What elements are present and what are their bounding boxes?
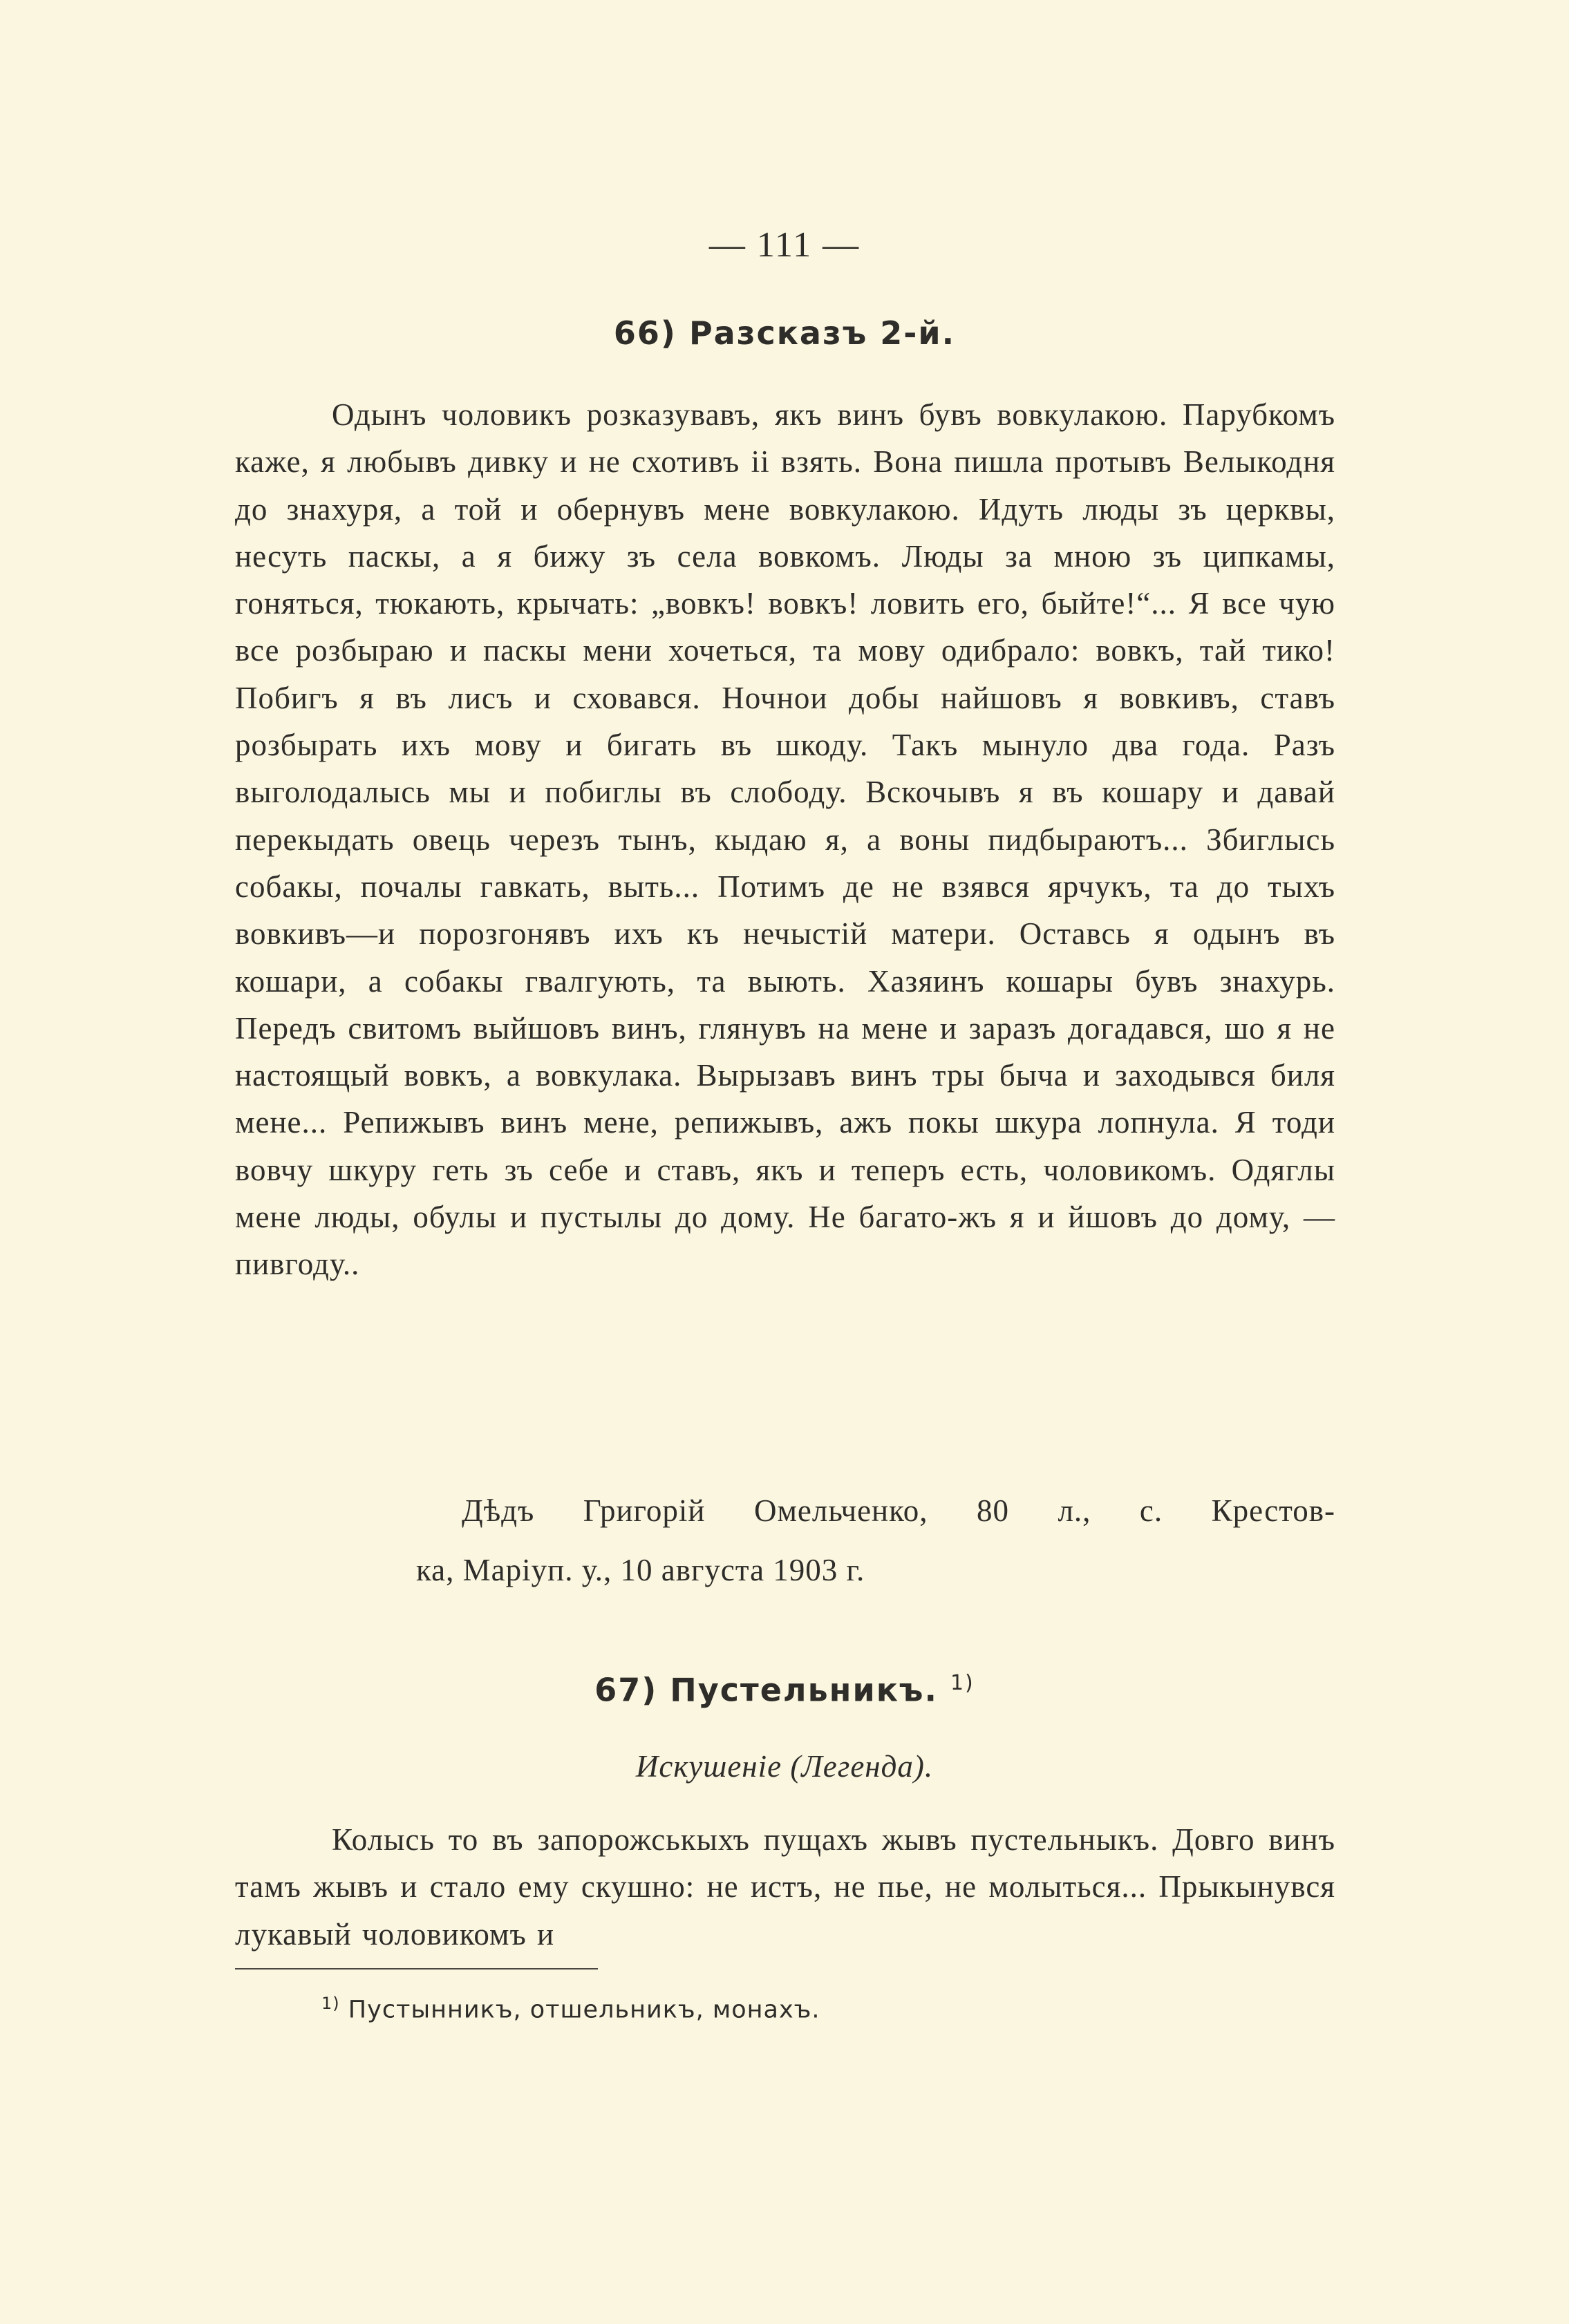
- footnote-divider: [235, 1968, 598, 1969]
- story-66-paragraph: Одынъ чоловикъ розказувавъ, якъ винъ бувъ вовкулакою. Парубкомъ каже, я любывъ дивку и не схотивъ ii взять. Вона пишла протывъ Велыкодня до знахуря, а той и обернувъ мене вовкулакою. Идуть люды зъ церквы, несуть паскы, а я бижу зъ села вовкомъ. Люды за мною зъ ципкамы, гоняться, тюкають, крычать: „вовкъ! вовкъ! ловить его, быйте!“... Я все чую все розбыраю и паскы мени хочеться, та мову одибрало: вовкъ, тай тико! Побигъ я въ лисъ и сховався. Ночнои добы найшовъ я вовкивъ, ставъ розбырать ихъ мову и бигать въ шкоду. Такъ мынуло два года. Разъ выголодалысь мы и побиглы въ слободу. Вскочывъ я въ кошару и давай перекыдать овець черезъ тынъ, кыдаю я, а воны пидбыраютъ... Збиглысь собакы, почалы гавкать, выть... Потимъ де не взявся ярчукъ, та до тыхъ вовкивъ—и порозгонявъ ихъ къ нечыстій матери. Оставсь я одынъ въ кошари, а собакы гвалгують, та выють. Хазяинъ кошары бувъ знахурь. Передъ свитомъ выйшовъ винъ, глянувъ на мене и заразъ догадався, шо я не настоящый вовкъ, а вовкулака. Вырызавъ винъ тры быча и заходывся биля мене... Репижывъ винъ мене, репижывъ, ажъ покы шкура лопнула. Я тоди вовчу шкуру геть зъ себе и ставъ, якъ и теперъ есть, чоловикомъ. Одяглы мене люды, обулы и пустылы до дому. Не багато-жъ я и йшовъ до дому, — пивгоду..: [235, 397, 1335, 1282]
- story-66-attribution: [235, 1481, 1335, 1600]
- story-title-67: [0, 1671, 1569, 1708]
- footnote-text: Пустынникъ, отшельникъ, монахъ.: [348, 1996, 820, 2024]
- footnote-mark: 1): [321, 1994, 340, 2013]
- footnote-reference: 1): [950, 1671, 975, 1695]
- footnote: [321, 1994, 820, 2024]
- attribution-line-1: Дѣдъ Григорій Омельченко, 80 л., с. Крестов-: [462, 1493, 1335, 1528]
- story-67-paragraph: Колысь то въ запорожськыхъ пущахъ жывъ пустельныкъ. Довго винъ тамъ жывъ и стало ему скушно: не истъ, не пье, не молыться... Прыкынувся лукавый чоловикомъ и: [235, 1822, 1335, 1952]
- story-title-66-text: 66) Разсказъ 2-й.: [613, 314, 956, 352]
- story-67-subtitle: Искушеніе (Легенда).: [635, 1749, 934, 1784]
- page-number: — 111 —: [708, 225, 861, 265]
- story-title-66: [0, 314, 1569, 352]
- story-title-67-text: 67) Пустельникъ.: [594, 1671, 938, 1709]
- attribution-line-2: ка, Маріуп. у., 10 августа 1903 г.: [416, 1553, 865, 1587]
